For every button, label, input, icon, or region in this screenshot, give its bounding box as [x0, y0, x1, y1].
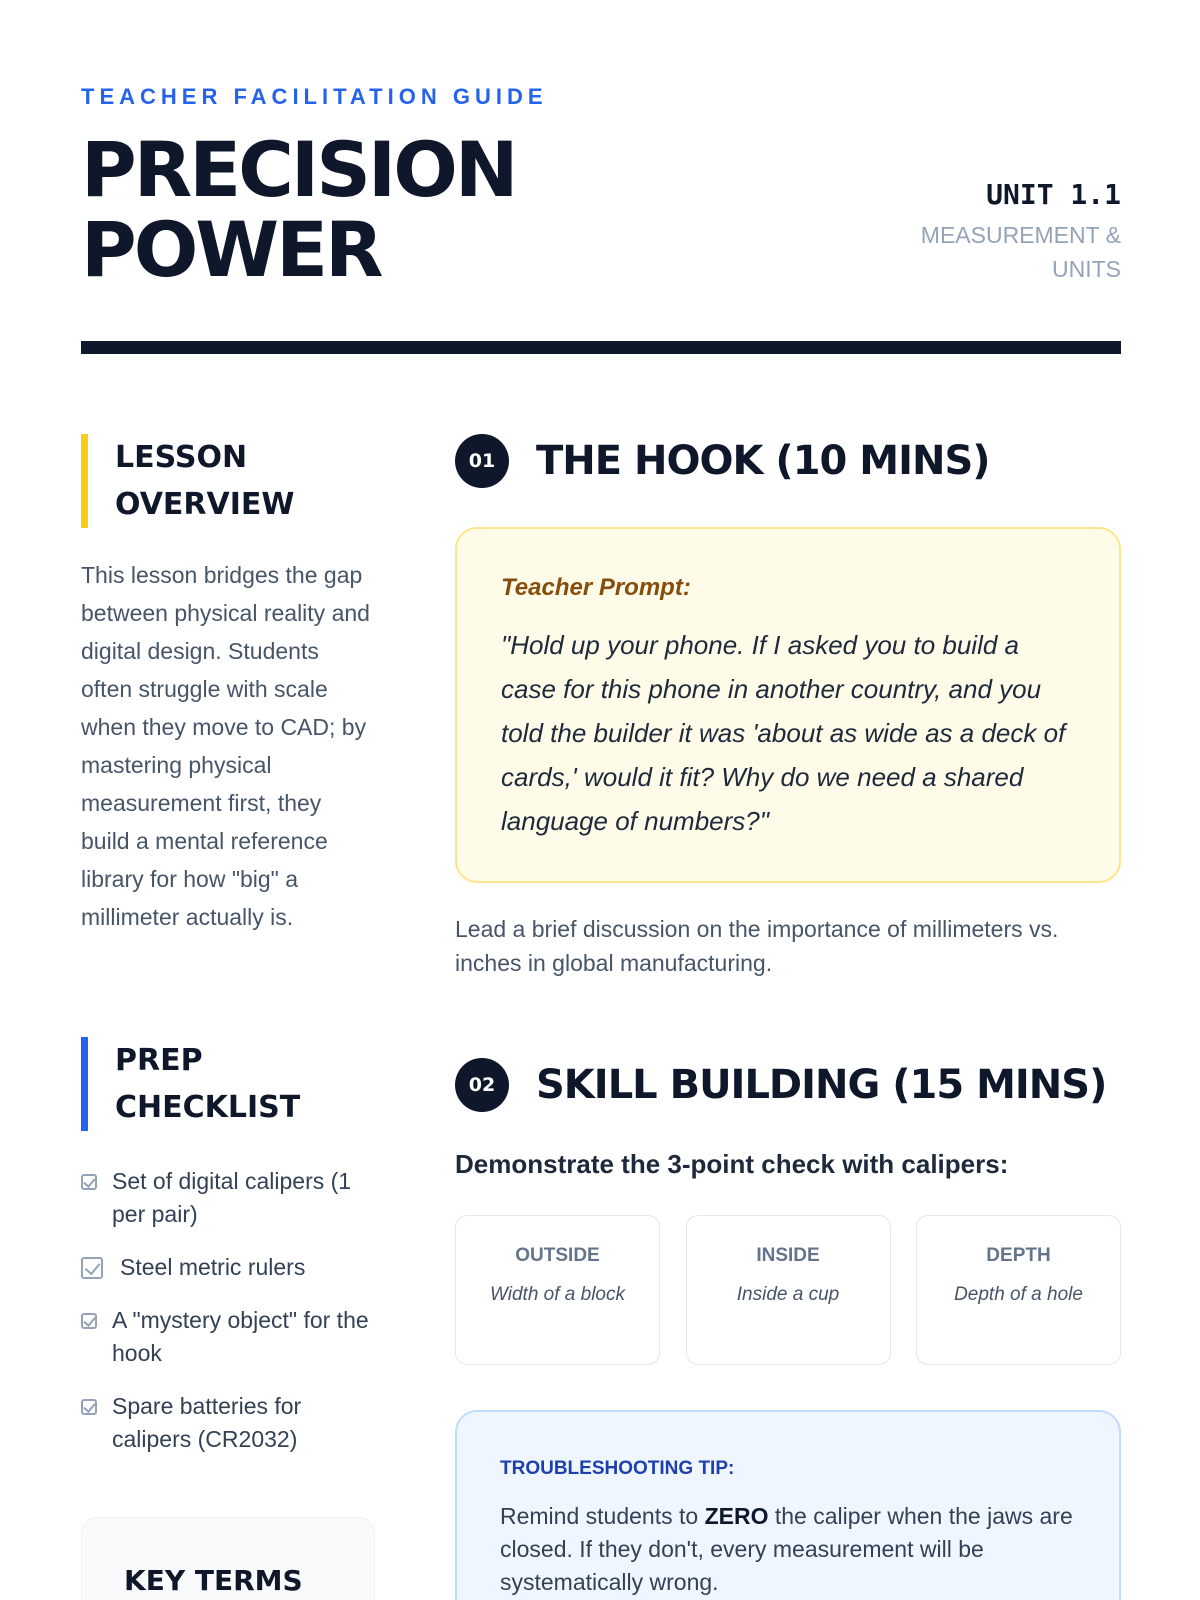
check-card-desc: Width of a block	[489, 1284, 625, 1305]
prep-heading-line-2: CHECKLIST	[115, 1090, 301, 1125]
checkbox-icon[interactable]	[81, 1313, 97, 1329]
caliper-check-cards	[455, 1215, 1121, 1365]
tip-text-start: Remind students to	[500, 1503, 705, 1529]
section-2-header	[455, 1058, 1121, 1112]
check-card-label: INSIDE	[756, 1245, 820, 1266]
prep-heading	[81, 1037, 381, 1131]
discussion-text: Lead a brief discussion on the importance of millimeters vs. inches in global manufacturing.	[455, 916, 1059, 976]
troubleshooting-tip-box	[455, 1410, 1121, 1600]
page-header	[81, 82, 1121, 294]
overview-heading-line-2: OVERVIEW	[115, 487, 295, 522]
checklist-item	[81, 1165, 381, 1231]
overview-heading	[81, 434, 375, 528]
unit-block	[881, 178, 1121, 286]
key-terms-heading: KEY TERMS	[124, 1564, 303, 1597]
teacher-prompt-box	[455, 527, 1121, 883]
prep-checklist-section	[81, 1037, 381, 1476]
checklist-item-label: Set of digital calipers (1 per pair)	[112, 1168, 352, 1227]
section-1-header	[455, 434, 1121, 488]
section-1-title: THE HOOK (10 MINS)	[536, 438, 990, 484]
overview-heading-line-1: LESSON	[115, 440, 248, 475]
check-card-desc: Depth of a hole	[954, 1284, 1083, 1305]
prep-checklist	[81, 1165, 381, 1456]
teacher-prompt-text: "Hold up your phone. If I asked you to build a case for this phone in another country, and you told the builder it was 'about as wide as a deck of cards,' would it fit? Why do we need a shared language of numbers?"	[501, 630, 1066, 836]
tip-text-end: the caliper when the jaws are closed. If they don't, every measurement will be systematically wrong.	[500, 1503, 1073, 1595]
demo-heading: Demonstrate the 3-point check with calipers:	[455, 1149, 1009, 1179]
title-line-1: PRECISION	[81, 125, 516, 214]
check-card	[686, 1215, 891, 1365]
teacher-prompt-label: Teacher Prompt:	[501, 574, 691, 601]
checkbox-icon[interactable]	[81, 1174, 97, 1190]
unit-subtitle: MEASUREMENT & UNITS	[920, 222, 1121, 282]
header-divider	[81, 341, 1121, 354]
checklist-item-label: Steel metric rulers	[120, 1254, 306, 1280]
tip-emphasis: ZERO	[704, 1503, 769, 1529]
section-2-title: SKILL BUILDING (15 MINS)	[536, 1062, 1107, 1108]
check-card	[455, 1215, 660, 1365]
checkbox-icon[interactable]	[81, 1399, 97, 1415]
guide-kicker: TEACHER FACILITATION GUIDE	[81, 84, 548, 109]
main-content	[455, 434, 1121, 1305]
overview-text: This lesson bridges the gap between physical reality and digital design. Students often struggle with scale when they move to CAD; by mastering physical measurement first, they build a mental reference library for how "big" a millimeter actually is.	[81, 562, 370, 930]
checklist-item	[81, 1304, 381, 1370]
checklist-item	[81, 1390, 381, 1456]
unit-number: UNIT 1.1	[986, 178, 1121, 211]
tip-text	[500, 1500, 1079, 1599]
tip-label: TROUBLESHOOTING TIP:	[500, 1458, 735, 1479]
title-line-2: POWER	[81, 205, 381, 294]
sidebar	[81, 434, 375, 1597]
section-2	[455, 1058, 1121, 1305]
check-card-label: DEPTH	[986, 1245, 1051, 1266]
section-number-badge: 01	[455, 434, 509, 488]
checklist-item	[81, 1251, 381, 1284]
key-terms-card	[81, 1517, 375, 1600]
check-card-desc: Inside a cup	[736, 1284, 840, 1305]
check-card-label: OUTSIDE	[515, 1245, 600, 1266]
checklist-item-label: Spare batteries for calipers (CR2032)	[112, 1393, 302, 1452]
check-card	[916, 1215, 1121, 1365]
section-number-badge: 02	[455, 1058, 509, 1112]
checkbox-icon[interactable]	[81, 1257, 103, 1279]
prep-heading-line-1: PREP	[115, 1043, 203, 1078]
checklist-item-label: A "mystery object" for the hook	[112, 1307, 369, 1366]
